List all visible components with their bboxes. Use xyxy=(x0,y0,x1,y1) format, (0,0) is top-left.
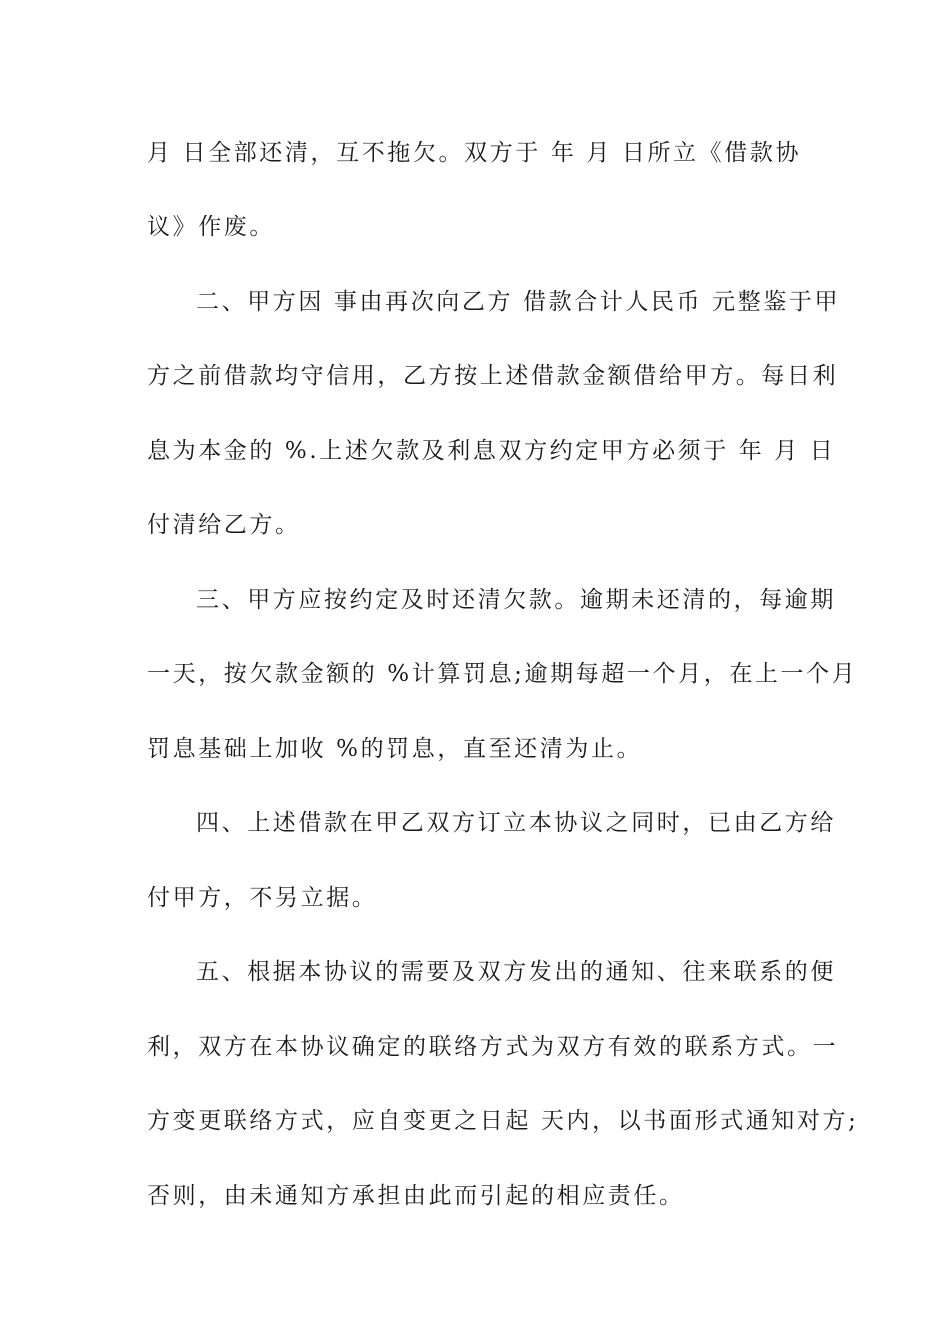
paragraph-3-first-line: 三、甲方应按约定及时还清欠款。逾期未还清的，每逾期 xyxy=(196,587,836,613)
text-line: 息为本金的 %.上述欠款及利息双方约定甲方必须于 年 月 日 xyxy=(147,438,836,464)
text-line: 付甲方，不另立据。 xyxy=(147,885,378,911)
paragraph-4-first-line: 四、上述借款在甲乙双方订立本协议之同时，已由乙方给 xyxy=(196,810,836,836)
text-line: 一天，按欠款金额的 %计算罚息;逾期每超一个月，在上一个月 xyxy=(147,661,858,687)
text-line: 议》作废。 xyxy=(147,214,275,240)
text-line: 付清给乙方。 xyxy=(147,512,301,538)
text-line: 利，双方在本协议确定的联络方式为双方有效的联系方式。一 xyxy=(147,1034,839,1060)
text-line: 方之前借款均守信用，乙方按上述借款金额借给甲方。每日利 xyxy=(147,363,839,389)
text-line: 罚息基础上加收 %的罚息，直至还清为止。 xyxy=(147,736,643,762)
paragraph-5-first-line: 五、根据本协议的需要及双方发出的通知、往来联系的便 xyxy=(196,959,836,985)
text-line: 否则，由未通知方承担由此而引起的相应责任。 xyxy=(147,1183,685,1209)
paragraph-2-first-line: 二、甲方因 事由再次向乙方 借款合计人民币 元整鉴于甲 xyxy=(196,289,841,315)
text-line: 方变更联络方式，应自变更之日起 天内，以书面形式通知对方; xyxy=(147,1108,859,1134)
text-line: 月 日全部还清，互不拖欠。双方于 年 月 日所立《借款协 xyxy=(147,140,802,166)
